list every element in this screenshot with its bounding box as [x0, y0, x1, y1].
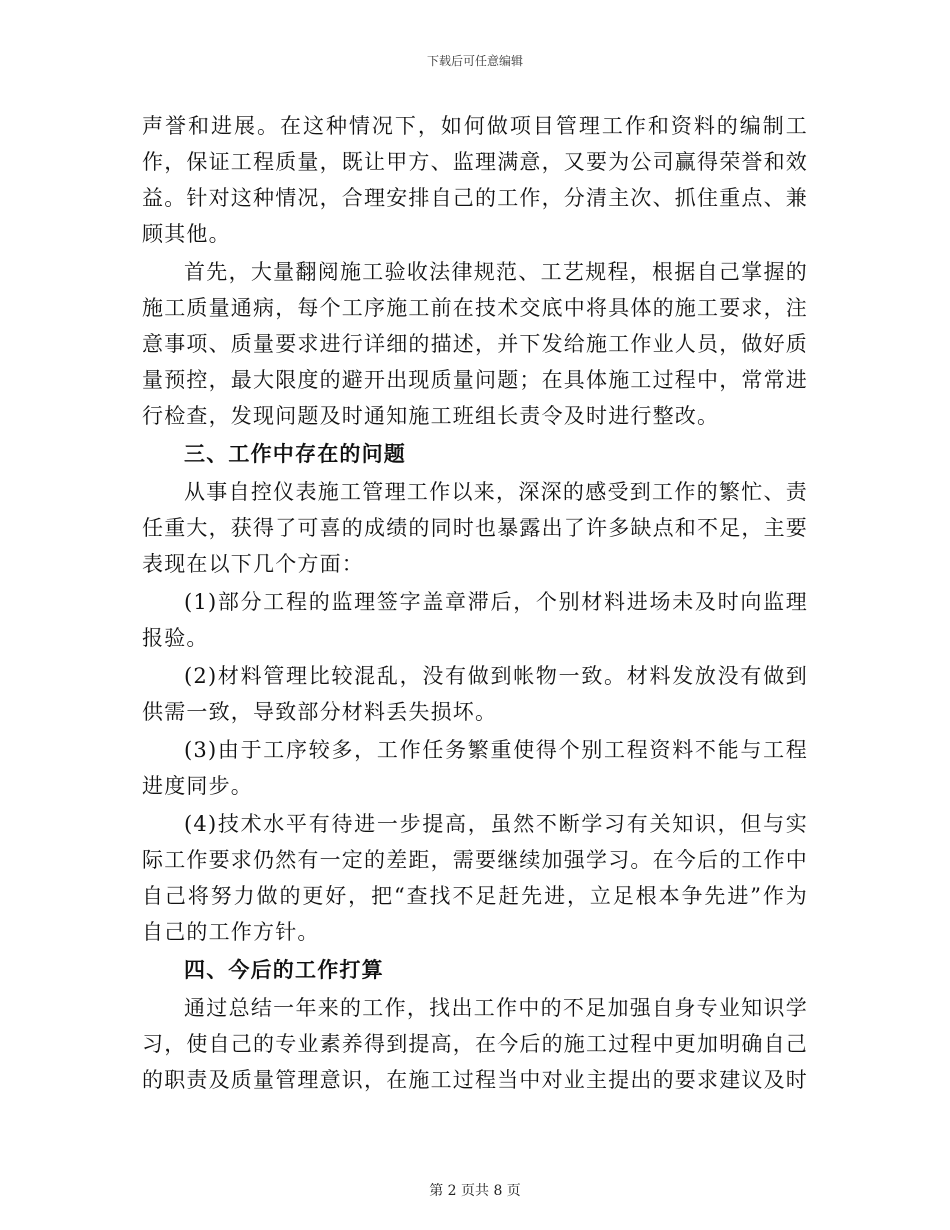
list-item-problem-3: (3)由于工序较多，工作任务繁重使得个别工程资料不能与工程进度同步。	[142, 738, 808, 798]
document-body	[142, 108, 808, 1098]
page-footer: 第 2 页共 8 页	[429, 1183, 521, 1199]
paragraph-problems-intro: 从事自控仪表施工管理工作以来，深深的感受到工作的繁忙、责任重大，获得了可喜的成绩的同时也暴露出了许多缺点和不足，主要表现在以下几个方面：	[142, 480, 808, 576]
list-item-problem-1: (1)部分工程的监理签字盖章滞后，个别材料进场未及时向监理报验。	[142, 590, 808, 650]
paragraph-quality-control: 首先，大量翻阅施工验收法律规范、工艺规程，根据自己掌握的施工质量通病，每个工序施工前在技术交底中将具体的施工要求，注意事项、质量要求进行详细的描述，并下发给施工作业人员，做好质量预控，最大限度的避开出现质量问题；在具体施工过程中，常常进行检查，发现问题及时通知施工班组长责令及时进行整改。	[142, 260, 808, 428]
page-header: 下载后可任意编辑	[426, 54, 523, 68]
list-item-problem-4: (4)技术水平有待进一步提高，虽然不断学习有关知识，但与实际工作要求仍然有一定的差距，需要继续加强学习。在今后的工作中自己将努力做的更好，把“查找不足赶先进，立足根本争先进”作为自己的工作方针。	[142, 812, 808, 944]
list-item-problem-2: (2)材料管理比较混乱，没有做到帐物一致。材料发放没有做到供需一致，导致部分材料丢失损坏。	[142, 664, 808, 724]
paragraph-continuation: 声誉和进展。在这种情况下，如何做项目管理工作和资料的编制工作，保证工程质量，既让甲方、监理满意，又要为公司赢得荣誉和效益。针对这种情况，合理安排自己的工作，分清主次、抓住重点、兼顾其他。	[142, 114, 808, 246]
section-heading-problems: 三、工作中存在的问题	[184, 441, 406, 466]
paragraph-future-plans: 通过总结一年来的工作，找出工作中的不足加强自身专业知识学习，使自己的专业素养得到提高，在今后的施工过程中更加明确自己的职责及质量管理意识，在施工过程当中对业主提出的要求建议及时	[142, 996, 808, 1092]
section-heading-future-plans: 四、今后的工作打算	[184, 957, 384, 982]
